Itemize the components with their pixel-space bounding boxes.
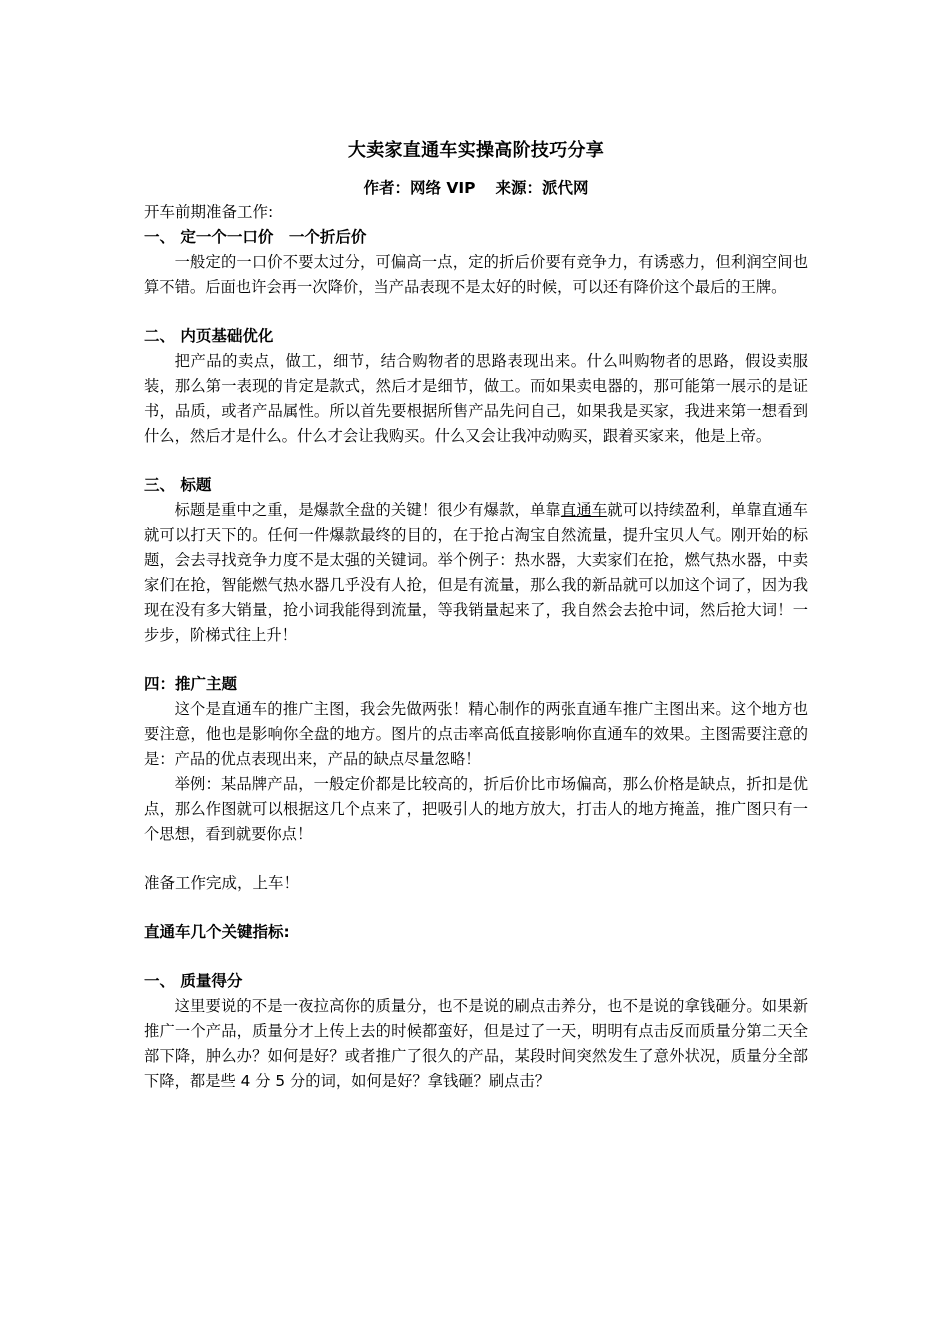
quality-heading: 一、 质量得分 <box>144 972 243 990</box>
section-paragraph-4b: 举例：某品牌产品，一般定价都是比较高的，折后价比市场偏高，那么价格是缺点，折扣是优点，那么作图就可以根据这几个点来了，把吸引人的地方放大，打击人的地方掩盖，推广图只有一个思想，看到就要你点！ <box>144 775 808 843</box>
section-heading-4: 四：推广主题 <box>144 675 238 693</box>
paragraph-text-before-link: 标题是重中之重，是爆款全盘的关键！很少有爆款，单靠 <box>174 501 561 519</box>
section-paragraph-3 <box>144 498 808 648</box>
indicators-heading: 直通车几个关键指标: <box>144 923 290 941</box>
section-heading-3: 三、 标题 <box>144 476 212 494</box>
section-paragraph-2: 把产品的卖点，做工，细节，结合购物者的思路表现出来。什么叫购物者的思路，假设卖服装，那么第一表现的肯定是款式，然后才是细节，做工。而如果卖电器的，那可能第一展示的是证书，品质，或者产品属性。所以首先要根据所售产品先问自己，如果我是买家，我进来第一想看到什么，然后才是什么。什么才会让我购买。什么又会让我冲动购买，跟着买家来，他是上帝。 <box>144 352 808 445</box>
through-train-link[interactable]: 直通车 <box>560 501 608 519</box>
quality-paragraph: 这里要说的不是一夜拉高你的质量分，也不是说的刷点击养分，也不是说的拿钱砸分。如果新推广一个产品，质量分才上传上去的时候都蛮好，但是过了一天，明明有点击反而质量分第二天全部下降，肿么办？如何是好？或者推广了很久的产品，某段时间突然发生了意外状况，质量分全部下降，都是些 4 分 5 分的词，如何是好？拿钱砸？刷点击？ <box>144 997 808 1090</box>
paragraph-text-after-link: 就可以持续盈利，单靠直通车就可以打天下的。任何一件爆款最终的目的，在于抢占淘宝自然流量，提升宝贝人气。刚开始的标题，会去寻找竞争力度不是太强的关键词。举个例子：热水器，大卖家们在抢，燃气热水器，中卖家们在抢，智能燃气热水器几乎没有人抢，但是有流量，那么我的新品就可以加这个词了，因为我现在没有多大销量，抢小词我能得到流量，等我销量起来了，我自然会去抢中词，然后抢大词！一步步，阶梯式往上升！ <box>144 501 808 644</box>
document-page <box>144 138 808 1094</box>
author-line <box>144 176 808 200</box>
ready-line: 准备工作完成，上车！ <box>144 874 300 892</box>
author-text: 作者：网络 VIP <box>363 179 476 197</box>
section-heading-1: 一、 定一个一口价 一个折后价 <box>144 228 367 246</box>
document-title: 大卖家直通车实操高阶技巧分享 <box>347 140 605 161</box>
section-paragraph-1: 一般定的一口价不要太过分，可偏高一点，定的折后价要有竞争力，有诱惑力，但利润空间也算不错。后面也许会再一次降价，当产品表现不是太好的时候，可以还有降价这个最后的王牌。 <box>144 253 808 296</box>
section-heading-2: 二、 内页基础优化 <box>144 327 274 345</box>
section-paragraph-4a: 这个是直通车的推广主图，我会先做两张！精心制作的两张直通车推广主图出来。这个地方也要注意，他也是影响你全盘的地方。图片的点击率高低直接影响你直通车的效果。主图需要注意的是：产品的优点表现出来，产品的缺点尽量忽略！ <box>144 700 808 768</box>
intro-text: 开车前期准备工作: <box>144 203 274 221</box>
source-text: 来源：派代网 <box>495 179 589 197</box>
